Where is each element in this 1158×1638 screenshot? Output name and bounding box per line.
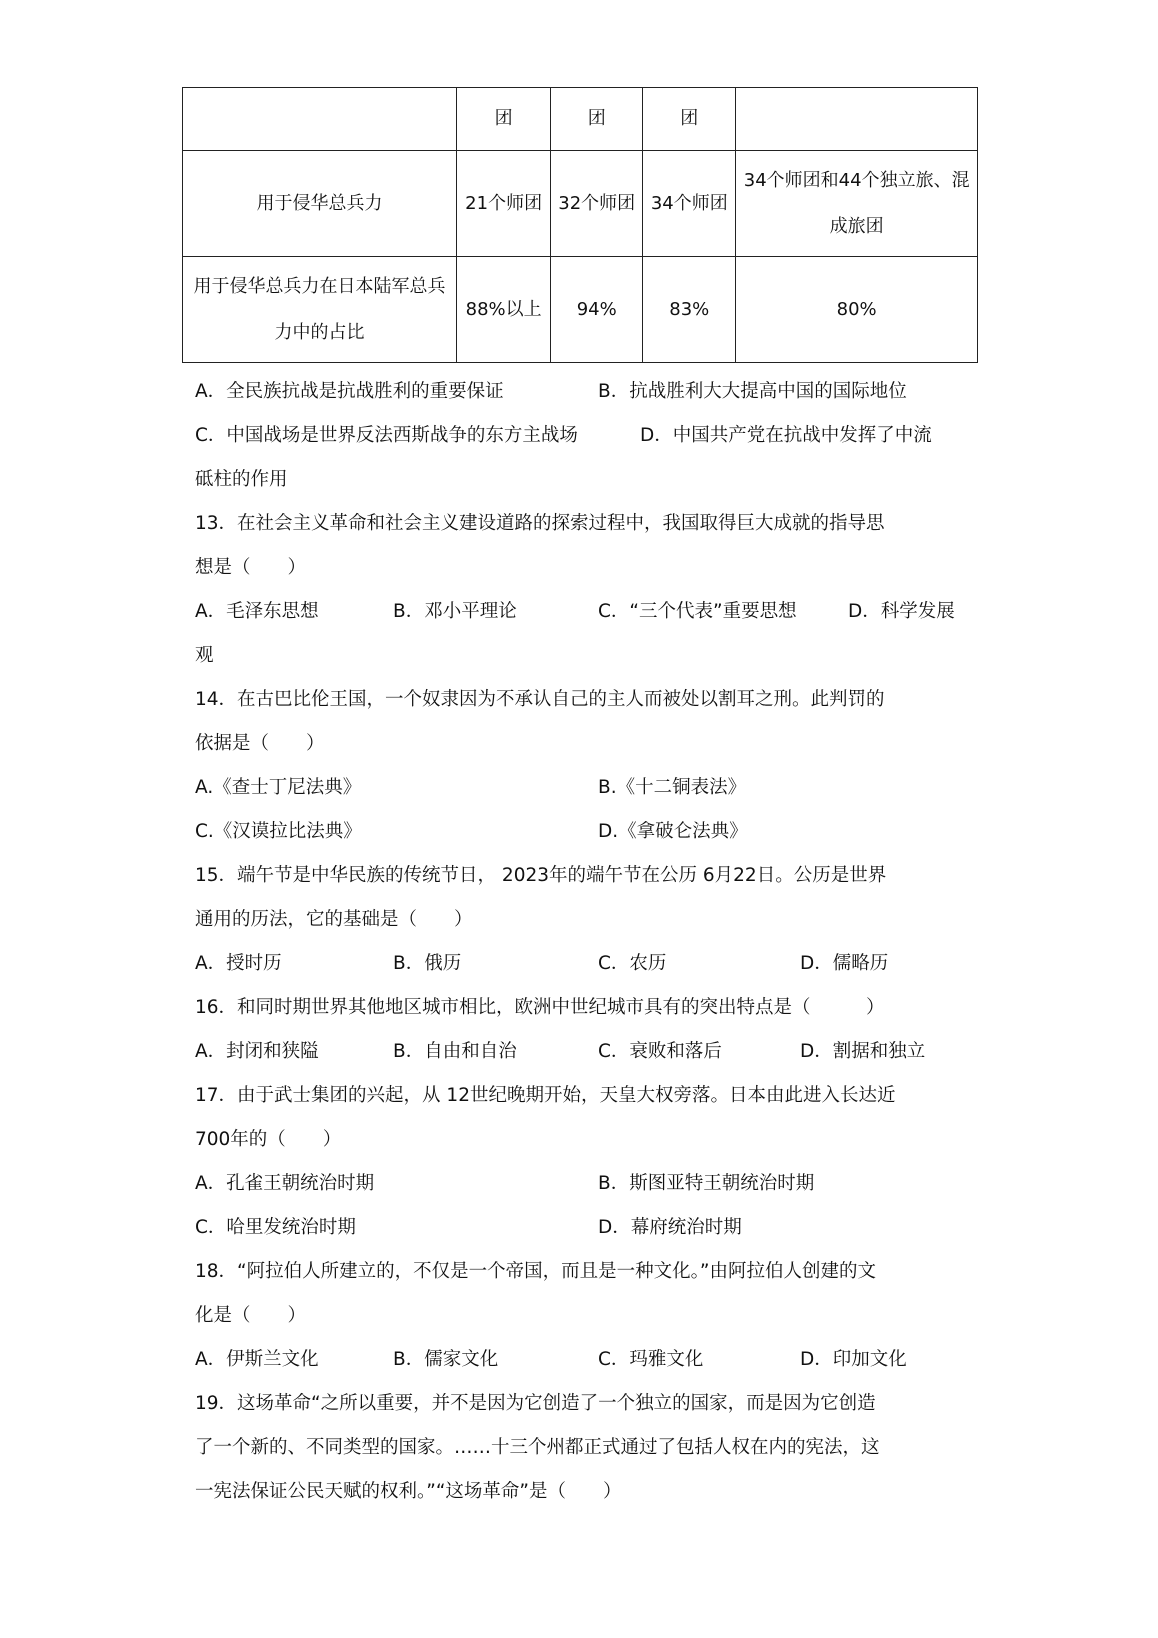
- q19-stem: 19．这场革命“之所以重要，并不是因为它创造了一个独立的国家，而是因为它创造: [195, 1393, 876, 1414]
- q14-stem-cont: 依据是（ ）: [195, 733, 325, 754]
- q17-stem: 17．由于武士集团的兴起，从 12世纪晚期开始，天皇大权旁落。日本由此进入长达近: [195, 1085, 896, 1106]
- q19-stem-cont: 了一个新的、不同类型的国家。……十三个州都正式通过了包括人权在内的宪法，这: [195, 1437, 880, 1458]
- q12-option-d: D．中国共产党在抗战中发挥了中流: [640, 425, 932, 446]
- q15-option-b: B．俄历: [393, 953, 462, 974]
- q17-option-b: B．斯图亚特王朝统治时期: [598, 1173, 815, 1194]
- troop-table: [182, 87, 978, 363]
- q15-option-d: D．儒略历: [800, 953, 889, 974]
- q18-option-c: C．玛雅文化: [598, 1349, 704, 1370]
- table-cell: [183, 88, 457, 151]
- table-cell: 83%: [643, 257, 736, 363]
- q12-option-c: C．中国战场是世界反法西斯战争的东方主战场: [195, 425, 578, 446]
- q16-option-b: B．自由和自治: [393, 1041, 517, 1062]
- q18-option-b: B．儒家文化: [393, 1349, 499, 1370]
- q18-option-a: A．伊斯兰文化: [195, 1349, 319, 1370]
- table-cell: 34个师团和44个独立旅、混成旅团: [736, 151, 978, 257]
- table-cell: 80%: [736, 257, 978, 363]
- table-cell: 94%: [551, 257, 643, 363]
- q13-option-d-cont: 观: [195, 645, 214, 666]
- table-row-label: 用于侵华总兵力: [183, 151, 457, 257]
- table-cell: 团: [643, 88, 736, 151]
- q13-option-c: C．“三个代表”重要思想: [598, 601, 797, 622]
- q14-option-c: C.《汉谟拉比法典》: [195, 821, 362, 842]
- q14-option-a: A.《查士丁尼法典》: [195, 777, 362, 798]
- q15-stem: 15．端午节是中华民族的传统节日， 2023年的端午节在公历 6月22日。公历是世界: [195, 865, 887, 886]
- q12-option-b: B．抗战胜利大大提高中国的国际地位: [598, 381, 907, 402]
- table-cell: 32个师团: [551, 151, 643, 257]
- q13-stem-cont: 想是（ ）: [195, 557, 307, 578]
- table-row: [183, 151, 978, 257]
- q17-option-a: A．孔雀王朝统治时期: [195, 1173, 375, 1194]
- table-row: [183, 88, 978, 151]
- q14-stem: 14．在古巴比伦王国，一个奴隶因为不承认自己的主人而被处以割耳之刑。此判罚的: [195, 689, 885, 710]
- q13-option-a: A．毛泽东思想: [195, 601, 319, 622]
- q17-option-d: D．幕府统治时期: [598, 1217, 742, 1238]
- q16-option-a: A．封闭和狭隘: [195, 1041, 319, 1062]
- q13-option-d: D．科学发展: [848, 601, 955, 622]
- q14-option-b: B.《十二铜表法》: [598, 777, 747, 798]
- q15-option-a: A．授时历: [195, 953, 282, 974]
- q18-stem-cont: 化是（ ）: [195, 1305, 307, 1326]
- table-cell: 团: [551, 88, 643, 151]
- q12-option-d-cont: 砥柱的作用: [195, 469, 288, 490]
- q16-stem: 16．和同时期世界其他地区城市相比，欧洲中世纪城市具有的突出特点是（ ）: [195, 997, 885, 1018]
- q17-option-c: C．哈里发统治时期: [195, 1217, 356, 1238]
- q17-stem-cont: 700年的（ ）: [195, 1129, 342, 1150]
- table-row-label: 用于侵华总兵力在日本陆军总兵力中的占比: [183, 257, 457, 363]
- table-row: [183, 257, 978, 363]
- q15-stem-cont: 通用的历法，它的基础是（ ）: [195, 909, 473, 930]
- table-cell: 21个师团: [457, 151, 551, 257]
- table-cell: 团: [457, 88, 551, 151]
- q13-stem: 13．在社会主义革命和社会主义建设道路的探索过程中，我国取得巨大成就的指导思: [195, 513, 885, 534]
- table-cell: 88%以上: [457, 257, 551, 363]
- table-cell: [736, 88, 978, 151]
- table-cell: 34个师团: [643, 151, 736, 257]
- q15-option-c: C．农历: [598, 953, 667, 974]
- q12-option-a: A．全民族抗战是抗战胜利的重要保证: [195, 381, 504, 402]
- q18-stem: 18．“阿拉伯人所建立的，不仅是一个帝国，而且是一种文化。”由阿拉伯人创建的文: [195, 1261, 876, 1282]
- q14-option-d: D.《拿破仑法典》: [598, 821, 748, 842]
- q16-option-d: D．割据和独立: [800, 1041, 926, 1062]
- q16-option-c: C．衰败和落后: [598, 1041, 722, 1062]
- q19-stem-cont-2: 一宪法保证公民天赋的权利。”“这场革命”是（ ）: [195, 1481, 622, 1502]
- q13-option-b: B．邓小平理论: [393, 601, 517, 622]
- q18-option-d: D．印加文化: [800, 1349, 907, 1370]
